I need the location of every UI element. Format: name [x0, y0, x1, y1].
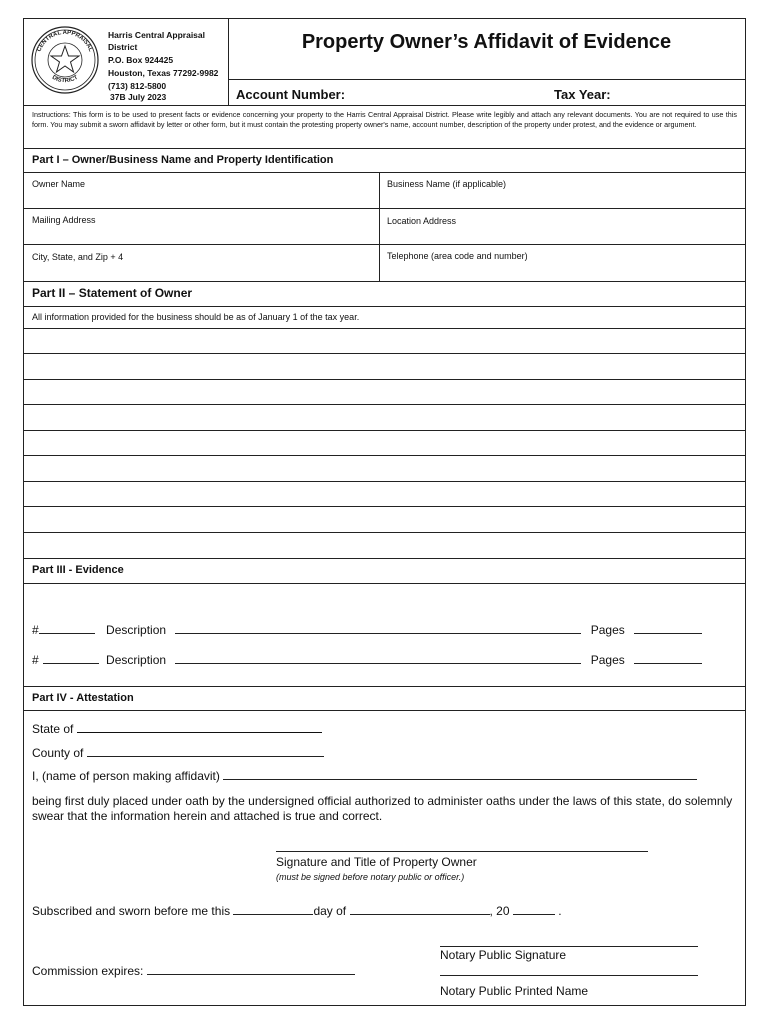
po-box: P.O. Box 924425	[108, 55, 174, 65]
city-state-zip-label: City, State, and Zip + 4	[32, 252, 124, 262]
evidence-description-label-1: Description	[106, 623, 167, 637]
notary-signature-line[interactable]	[440, 946, 698, 947]
evidence-description-label-2: Description	[106, 653, 167, 667]
part4-title: Part IV - Attestation	[32, 692, 134, 704]
telephone-label: Telephone (area code and number)	[387, 251, 528, 261]
oath-line-2: swear that the information herein and attached is true and correct.	[32, 809, 383, 823]
tax-year-label: Tax Year:	[554, 87, 611, 102]
evidence-pages-field-2[interactable]	[634, 651, 702, 664]
state-of-row	[32, 720, 322, 736]
subscribed-month-field[interactable]	[350, 902, 490, 915]
subscribed-day-field[interactable]	[233, 902, 313, 915]
subscribed-period: .	[558, 904, 562, 918]
notary-printed-line[interactable]	[440, 975, 698, 976]
state-of-label: State of	[32, 722, 74, 736]
part2-title: Part II – Statement of Owner	[32, 286, 193, 300]
owner-signature-label: Signature and Title of Property Owner	[276, 855, 477, 869]
affiant-name-field[interactable]	[223, 767, 697, 780]
owner-name-label: Owner Name	[32, 179, 86, 189]
seal-bottom-text: DISTRICT	[50, 74, 80, 85]
day-of-label: day of	[313, 904, 347, 918]
state-of-field[interactable]	[77, 720, 322, 733]
form-title: Property Owner’s Affidavit of Evidence	[301, 31, 672, 53]
account-number-label: Account Number:	[236, 87, 346, 102]
evidence-row-2	[32, 651, 732, 667]
part2-note: All information provided for the business should be as of January 1 of the tax year.	[32, 312, 360, 322]
org-name: Harris Central Appraisal District	[108, 30, 205, 52]
location-address-label: Location Address	[387, 216, 457, 226]
district-seal	[30, 25, 100, 95]
org-city: Houston, Texas 77292-9982	[108, 68, 219, 78]
commission-field[interactable]	[147, 962, 355, 975]
evidence-pages-field-1[interactable]	[634, 621, 702, 634]
commission-label: Commission expires:	[32, 964, 144, 978]
subscribed-row	[32, 902, 562, 918]
twenty-label: , 20	[489, 904, 510, 918]
evidence-pages-label-1: Pages	[590, 623, 625, 637]
evidence-description-field-2[interactable]	[175, 651, 581, 664]
org-address-block	[108, 29, 228, 92]
affidavit-form	[23, 18, 746, 1006]
mailing-address-label: Mailing Address	[32, 215, 96, 225]
instructions: Instructions: This form is to be used to present facts or evidence concerning your property to the Harris Central Appraisal District. Please write legibly and attach any relevant documents. You are not required to use this form. You may submit a sworn affidavit by letter or other form, but it must contain the protesting property owner's name, account number, description of the property under protest, and the evidence or argument.	[32, 110, 737, 129]
county-of-field[interactable]	[87, 744, 324, 757]
business-name-label: Business Name (if applicable)	[387, 179, 507, 189]
county-of-row	[32, 744, 324, 760]
part3-title: Part III - Evidence	[32, 564, 124, 576]
evidence-hash-2: #	[32, 653, 39, 667]
commission-row	[32, 962, 355, 978]
org-phone: (713) 812-5800	[108, 81, 167, 91]
notary-printed-label: Notary Public Printed Name	[440, 984, 589, 998]
evidence-pages-label-2: Pages	[590, 653, 625, 667]
affiant-name-row	[32, 767, 697, 783]
county-of-label: County of	[32, 746, 84, 760]
subscribed-label: Subscribed and sworn before me this	[32, 904, 231, 918]
evidence-row-1	[32, 621, 732, 637]
evidence-hash-1: #	[32, 623, 39, 637]
affiant-name-label: I, (name of person making affidavit)	[32, 769, 220, 783]
seal-top-text: CENTRAL APPRAISAL	[36, 29, 94, 53]
evidence-description-field-1[interactable]	[175, 621, 581, 634]
part1-title: Part I – Owner/Business Name and Property Identification	[32, 154, 334, 166]
oath-line-1: being first duly placed under oath by the undersigned official authorized to administer oaths under the laws of this state, do solemnly	[32, 794, 733, 808]
form-id: 37B July 2023	[110, 92, 167, 102]
subscribed-year-field[interactable]	[513, 902, 555, 915]
notary-signature-label: Notary Public Signature	[440, 948, 567, 962]
owner-signature-line[interactable]	[276, 851, 648, 852]
owner-signature-note: (must be signed before notary public or officer.)	[276, 872, 465, 882]
